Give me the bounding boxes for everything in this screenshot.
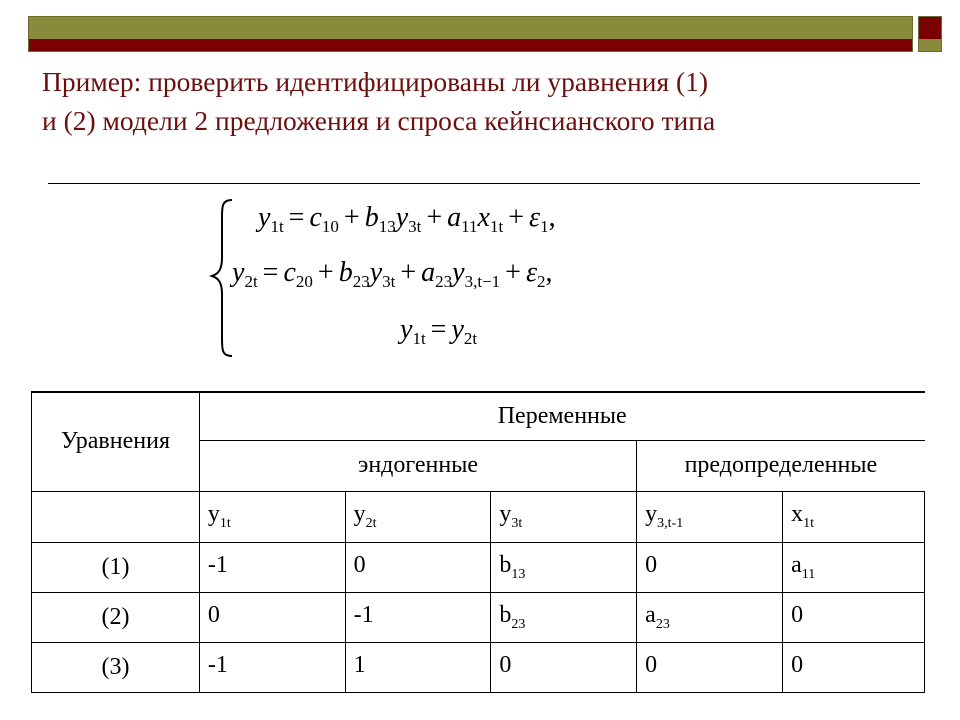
table-cell <box>783 542 925 592</box>
cell-base: -1 <box>353 601 374 628</box>
cell-base: 0 <box>645 551 658 578</box>
identification-table <box>31 391 925 693</box>
header-decor-olive-stripe <box>29 17 912 39</box>
equation-1 <box>258 202 556 234</box>
eq2-lhs-sub: 2t <box>244 272 258 291</box>
column-header-empty <box>32 491 200 542</box>
cell-base: -1 <box>207 651 228 678</box>
row-label: (1) <box>32 542 200 592</box>
cell-base: b <box>499 551 512 578</box>
group-endogenous: эндогенные <box>199 440 636 491</box>
row-label: (2) <box>32 592 200 642</box>
slide-title-line-2: и (2) модели 2 предложения и спроса кейнсианского типа <box>42 105 716 136</box>
eq1-y3-sub: 3t <box>408 217 422 236</box>
eq2-lhs: y <box>232 257 245 288</box>
eq1-c: c <box>309 202 322 233</box>
table-cell <box>637 542 783 592</box>
table-row <box>32 542 925 592</box>
equation-system <box>200 192 720 362</box>
eq1-comma: , <box>548 202 556 233</box>
col-x1t-sub: 1t <box>803 515 814 531</box>
eq1-plus-2: + <box>426 202 443 233</box>
table-cell <box>637 592 783 642</box>
table-cell <box>345 642 491 692</box>
equation-3 <box>400 314 477 346</box>
eq2-equals: = <box>262 257 279 288</box>
cell-base: 0 <box>499 651 512 678</box>
cell-base: 0 <box>791 651 804 678</box>
title-divider <box>48 183 920 184</box>
col-y3t1-base: y <box>645 501 658 528</box>
eq1-x-sub: 1t <box>489 217 504 236</box>
eq1-b-sub: 13 <box>378 217 396 236</box>
cell-base: 1 <box>353 651 366 678</box>
column-header-y2t <box>345 491 491 542</box>
eq2-a-sub: 23 <box>435 272 453 291</box>
eq2-ylag: y <box>452 257 465 288</box>
eq3-lhs-sub: 1t <box>412 329 426 348</box>
eq2-ylag-sub: 3,t−1 <box>464 272 501 291</box>
eq2-c: c <box>283 257 296 288</box>
header-decor-corner <box>918 16 942 52</box>
eq2-plus-1: + <box>317 257 334 288</box>
header-equations: Уравнения <box>32 392 200 491</box>
col-x1t-base: x <box>791 501 804 528</box>
group-predetermined: предопределенные <box>637 440 925 491</box>
eq2-b: b <box>338 257 353 288</box>
table-cell <box>199 642 345 692</box>
eq2-epsilon-sub: 2 <box>537 272 546 291</box>
header-decor-bar <box>28 16 913 52</box>
cell-sub: 23 <box>655 616 670 632</box>
slide-title-line-1: Пример: проверить идентифицированы ли уравнения (1) <box>42 66 709 97</box>
table-cell <box>491 542 637 592</box>
cell-base: b <box>499 601 512 628</box>
cell-sub: 11 <box>801 566 816 582</box>
table-cell <box>637 642 783 692</box>
eq2-y3-sub: 3t <box>382 272 396 291</box>
eq2-a: a <box>421 257 436 288</box>
header-variables: Переменные <box>199 392 924 440</box>
header-decor-maroon-stripe <box>29 39 912 51</box>
table-row <box>32 642 925 692</box>
cell-base: a <box>791 551 802 578</box>
eq1-a: a <box>447 202 462 233</box>
col-y2t-base: y <box>353 501 366 528</box>
table-row <box>32 592 925 642</box>
column-header-x1t <box>783 491 925 542</box>
cell-base: 0 <box>353 551 366 578</box>
corner-maroon-block <box>919 17 941 39</box>
eq2-c-sub: 20 <box>295 272 313 291</box>
row-label: (3) <box>32 642 200 692</box>
col-y3t1-sub: 3,t-1 <box>657 515 684 531</box>
cell-base: a <box>645 601 656 628</box>
eq1-epsilon: ε <box>529 202 541 233</box>
table-column-header-row <box>32 491 925 542</box>
eq2-epsilon: ε <box>525 257 538 288</box>
cell-sub: 23 <box>511 616 526 632</box>
eq2-plus-3: + <box>505 257 521 288</box>
eq1-equals: = <box>288 202 305 233</box>
eq3-rhs-sub: 2t <box>463 329 478 348</box>
eq1-b: b <box>364 202 379 233</box>
eq3-lhs: y <box>400 314 413 345</box>
column-header-y3t-1 <box>637 491 783 542</box>
column-header-y3t <box>491 491 637 542</box>
table-cell <box>199 542 345 592</box>
eq2-b-sub: 23 <box>352 272 370 291</box>
table-cell <box>199 592 345 642</box>
eq2-comma: , <box>545 257 553 288</box>
table-cell <box>345 592 491 642</box>
eq1-lhs: y <box>258 202 271 233</box>
eq1-epsilon-sub: 1 <box>540 217 549 236</box>
cell-base: 0 <box>207 601 220 628</box>
table-cell <box>345 542 491 592</box>
col-y2t-sub: 2t <box>365 515 377 531</box>
eq1-plus-3: + <box>508 202 525 233</box>
cell-base: -1 <box>207 551 228 578</box>
table-cell <box>491 592 637 642</box>
table-cell <box>491 642 637 692</box>
cell-base: 0 <box>645 651 658 678</box>
eq3-equals: = <box>430 314 447 345</box>
equation-2 <box>232 257 553 289</box>
col-y1t-sub: 1t <box>219 515 231 531</box>
eq1-a-sub: 11 <box>461 217 478 236</box>
cell-sub: 13 <box>511 566 526 582</box>
table-header-row-1 <box>32 392 925 440</box>
eq2-y3: y <box>369 257 383 288</box>
col-y3t-base: y <box>499 501 512 528</box>
eq2-plus-2: + <box>400 257 417 288</box>
col-y1t-base: y <box>207 501 220 528</box>
eq1-lhs-sub: 1t <box>270 217 284 236</box>
eq1-x: x <box>477 202 490 233</box>
col-y3t-sub: 3t <box>511 515 523 531</box>
table-cell <box>783 642 925 692</box>
corner-olive-block <box>919 39 941 51</box>
slide-title <box>42 62 922 140</box>
eq1-c-sub: 10 <box>321 217 339 236</box>
table-cell <box>783 592 925 642</box>
eq1-plus-1: + <box>343 202 360 233</box>
eq3-rhs: y <box>451 314 464 345</box>
column-header-y1t <box>199 491 345 542</box>
eq1-y3: y <box>395 202 409 233</box>
cell-base: 0 <box>791 601 804 628</box>
